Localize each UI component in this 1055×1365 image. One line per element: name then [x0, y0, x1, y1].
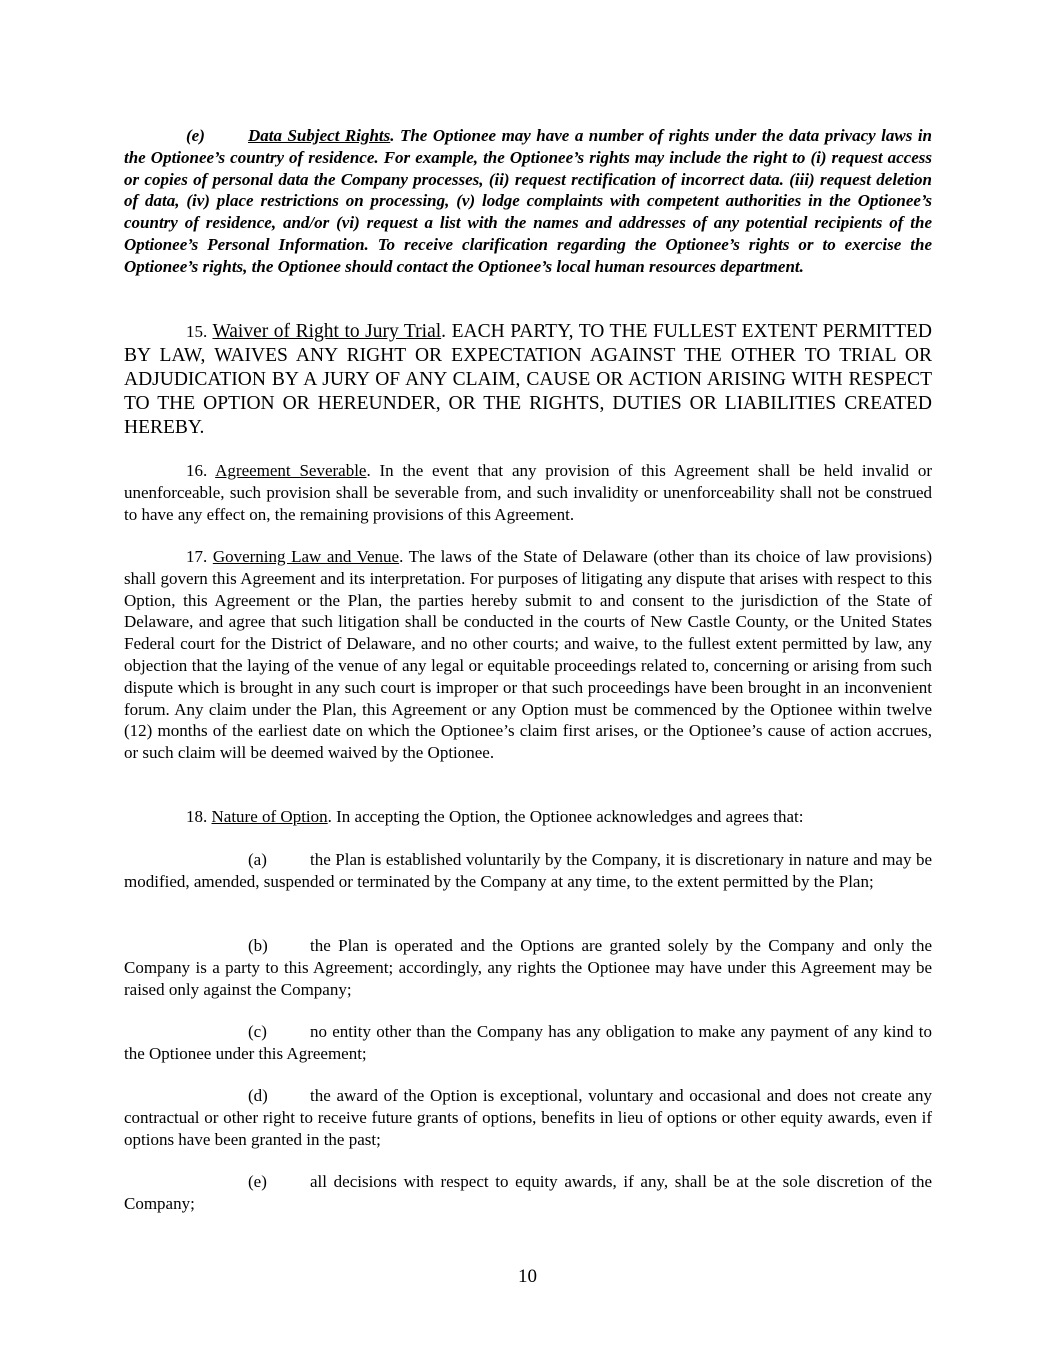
section-14e-text: . The Optionee may have a number of rights under the data privacy laws in the Optionee’s country of residence. For example, the Optionee’s rights may include the right to (i) request access or copies of personal data the Company processes, (ii) request rectification of incorrect data. (iii) request deletion of data, (iv) place restrictions on processing, (v) lodge complaints with competent authorities in the Optionee’s country of residence, and/or (vi) request a list with the names and addresses of any potential recipients of the Optionee’s Personal Information. To receive clarification regarding the Optionee’s rights or to exercise the Optionee’s rights, the Optionee should contact the Optionee’s local human resources department. — [124, 126, 932, 276]
section-17 — [124, 546, 932, 764]
section-18-item-c — [124, 1021, 932, 1065]
section-16-text: . In the event that any provision of this Agreement shall be held invalid or unenforceable, such provision shall be severable from, and such invalidity or unenforceability shall not be construed to have any effect on, the remaining provisions of this Agreement. — [124, 461, 933, 524]
item-text: the award of the Option is exceptional, voluntary and occasional and does not create any contractual or other right to receive future grants of options, benefits in lieu of options or other equity awards, even if options have been granted in the past; — [124, 1086, 932, 1149]
section-18 — [124, 806, 932, 828]
item-label: (c) — [248, 1022, 267, 1041]
item-label: (a) — [248, 850, 267, 869]
item-text: the Plan is operated and the Options are granted solely by the Company and only the Company is a party to this Agreement; accordingly, any rights the Optionee may have under this Agreement may be raised only against the Company; — [124, 936, 932, 999]
section-18-item-a — [124, 849, 932, 893]
item-text: the Plan is established voluntarily by the Company, it is discretionary in nature and may be modified, amended, suspended or terminated by the Company at any time, to the extent permitted by the Plan; — [124, 850, 932, 891]
section-14e-heading: Data Subject Rights — [248, 126, 391, 145]
item-label: (e) — [248, 1172, 267, 1191]
page-number: 10 — [518, 1266, 537, 1287]
section-16-number: 16. — [186, 461, 208, 480]
section-16 — [124, 460, 932, 525]
item-text: all decisions with respect to equity awards, if any, shall be at the sole discretion of the Company; — [124, 1172, 932, 1213]
section-14e-label: (e) — [186, 126, 205, 145]
section-15 — [124, 320, 932, 440]
section-18-heading: Nature of Option — [211, 807, 328, 826]
item-text: no entity other than the Company has any obligation to make any payment of any kind to the Optionee under this Agreement; — [124, 1022, 932, 1063]
section-15-text: . EACH PARTY, TO THE FULLEST EXTENT PERMITTED BY LAW, WAIVES ANY RIGHT OR EXPECTATION AGAINST THE OTHER TO TRIAL OR ADJUDICATION BY A JURY OF ANY CLAIM, CAUSE OR ACTION ARISING WITH RESPECT TO THE OPTION OR HEREUNDER, OR THE RIGHTS, DUTIES OR LIABILITIES CREATED HEREBY. — [124, 321, 932, 438]
section-18-item-d — [124, 1085, 932, 1150]
section-18-text: . In accepting the Option, the Optionee acknowledges and agrees that: — [327, 807, 804, 826]
section-18-item-e — [124, 1171, 932, 1215]
section-17-heading: Governing Law and Venue — [212, 547, 400, 566]
section-15-number: 15. — [186, 322, 208, 341]
section-14e — [124, 125, 932, 278]
section-17-number: 17. — [186, 547, 208, 566]
section-18-number: 18. — [186, 807, 208, 826]
section-17-text: . The laws of the State of Delaware (other than its choice of law provisions) shall govern this Agreement and its interpretation. For purposes of litigating any dispute that arises with respect to this Option, this Agreement or the Plan, the parties hereby submit to and consent to the jurisdiction of the State of Delaware, and agree that such litigation shall be conducted in the courts of New Castle County, or the United States Federal court for the District of Delaware, and no other courts; and waive, to the fullest extent permitted by law, any objection that the laying of the venue of any legal or equitable proceedings related to, concerning or arising from such dispute which is brought in any such court is improper or that such proceedings have been brought in an inconvenient forum. Any claim under the Plan, this Agreement or any Option must be commenced by the Optionee within twelve (12) months of the earliest date on which the Optionee’s claim first arises, or the Optionee’s cause of action accrues, or such claim will be deemed waived by the Optionee. — [124, 547, 932, 763]
section-18-item-b — [124, 935, 932, 1000]
item-label: (d) — [248, 1086, 268, 1105]
item-label: (b) — [248, 936, 268, 955]
section-16-heading: Agreement Severable — [215, 461, 367, 480]
section-15-heading: Waiver of Right to Jury Trial — [212, 321, 442, 342]
